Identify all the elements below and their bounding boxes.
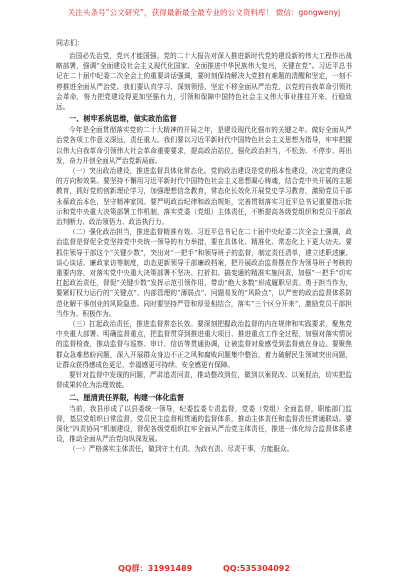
section2-paragraph-1: 当前，我县形成了以县委统一领导，纪委监委专责监督，党委（党组）全面监督，职能部门监督，基层党组织日常监督，党员民主监督相贯通的监督体系，推动主体责任和监督责任贯通联动。要深化“四责协同”机制建设，督促各级党组织扛牢全面从严治党主体责任，推进一体化综合监督体系建设，推动全面从严治党向纵深发展。 — [56, 404, 352, 444]
document-body — [56, 38, 352, 455]
qq-group-text: QQ群：31991489 — [118, 564, 193, 573]
section-heading-2: 二、厘清责任界限，构建一体化监督 — [69, 392, 185, 402]
section1-paragraph-1: 今年是全面贯彻落实党的二十大精神的开局之年，是建设现代化强市的关键之年。做好全面从严治党各项工作意义深远，责任重大。我们要以习近平新时代中国特色社会主义思想为指导，牢牢把握以伟大自我革命引领伟大社会革命重要要求，提高政治站位，强化政治担当，不松劲、不停步、再出发，奋力开创全面从严治党新局面。 — [56, 126, 352, 165]
section2-paragraph-2: （一）严格落实主体责任，做到守土有责、为政有责、尽责干事，方能服众。 — [69, 445, 294, 454]
promo-banner: 关注头条号“公文研究”，获得最新最全最专业的公文资料库！ 微信：gongwenyj — [67, 8, 341, 17]
greeting: 同志们： — [56, 39, 84, 47]
section1-paragraph-4: （三）扛起政治责任，推进监督常态长效。要深刻把握政治监督的内在规律和实践要求，聚焦党中央重大部署、明确监督重点，把监督贯穿到推进重大项目、推进重点工作全过程，加强对落实情况的监督检查，推动监督与巡察、审计、信访等贯通协调，让被监督对象感受到监督就在身边。要聚焦群众急难愁盼问题，深入开展群众身边不正之风和腐败问题集中整治，着力破解民生领域突出问题，让群众获得感成色更足、幸福感更可持续、安全感更有保障。 — [56, 320, 352, 369]
section-heading-1: 一、树牢系统思维，做实政治监督 — [69, 114, 177, 124]
intro-paragraph: 治国必先治党，党兴才能国强。党的二十大报告对深入推进新时代党的建设新的伟大工程作出战略部署，强调“全面建设社会主义现代化国家、全面推进中华民族伟大复兴，关键在党”。习近平总书记在二十届中纪委二次全会上的重要讲话强调，要时刻保持解决大党独有难题的清醒和坚定，一刻不停推进全面从严治党。我们要认真学习、深刻领悟，坚定不移全面从严治党，以党的自我革命引领社会革命，努力把党建设得更加坚强有力，引领和保障中国特色社会主义伟大事业推往开来、行稳致远。 — [56, 52, 352, 112]
contact-footer — [0, 563, 408, 574]
section1-paragraph-5: 要针对监督中发现的问题，严肃追责问责，推动整改到位，做到以案促改、以案促治，切实把监督成果转化为治理效能。 — [56, 371, 352, 390]
section1-paragraph-3: （二）强化政治担当，推进监督精准有效。习近平总书记在二十届中央纪委二次全会上强调，政治监督是督促全党坚持党中央统一领导的有力举措，要在具体化、精准化、常态化上下更大功夫。要抓住领导干部这个“关键少数”，突出对“一把手”和领导班子的监督，制定责任清单，建立述职述廉、谈心谈话、廉政家访等制度，动态更新领导干部廉政档案，把开展政治监督摆在作为领导班子考核的重要内容，对落实党中央重大决策部署不坚决、打折扣、搞变通的精准实施问责，加强“一把手”切实扛起政治责任，督促“关键少数”发挥示范引领作用，带动“绝大多数”形成履职尽责。勇于担当作为，要紧盯权力运行的“关键点”、内部管理的“薄弱点”、问题易发的“风险点”，以严密的政治监督体系防范化解干事创业的风险隐患。同时要坚持严管和厚爱相结合，落实“三个区分开来”，激励党员干部担当作为、积极作为。 — [56, 228, 352, 318]
qq-text: QQ:535304092 — [223, 564, 290, 573]
section1-paragraph-2: （一）突出政治建设，推进监督具体化常态化。党的政治建设是党的根本性建设，决定党的建设的方向和效果。要坚持不懈用习近平新时代中国特色社会主义思想凝心铸魂，结合党中央开展的主题教育，抓好党的创新理论学习，加强理想信念教育，常态化长效化开展党史学习教育，激励党员干部永葆政治本色，坚守精神家园。要严明政治纪律和政治规矩，完善贯彻落实习近平总书记重要指示批示和党中央重大决策部署工作机制，落实党委（党组）主体责任，不断提高各级党组织和党员干部政治判断力、政治领悟力、政治执行力。 — [56, 167, 352, 227]
